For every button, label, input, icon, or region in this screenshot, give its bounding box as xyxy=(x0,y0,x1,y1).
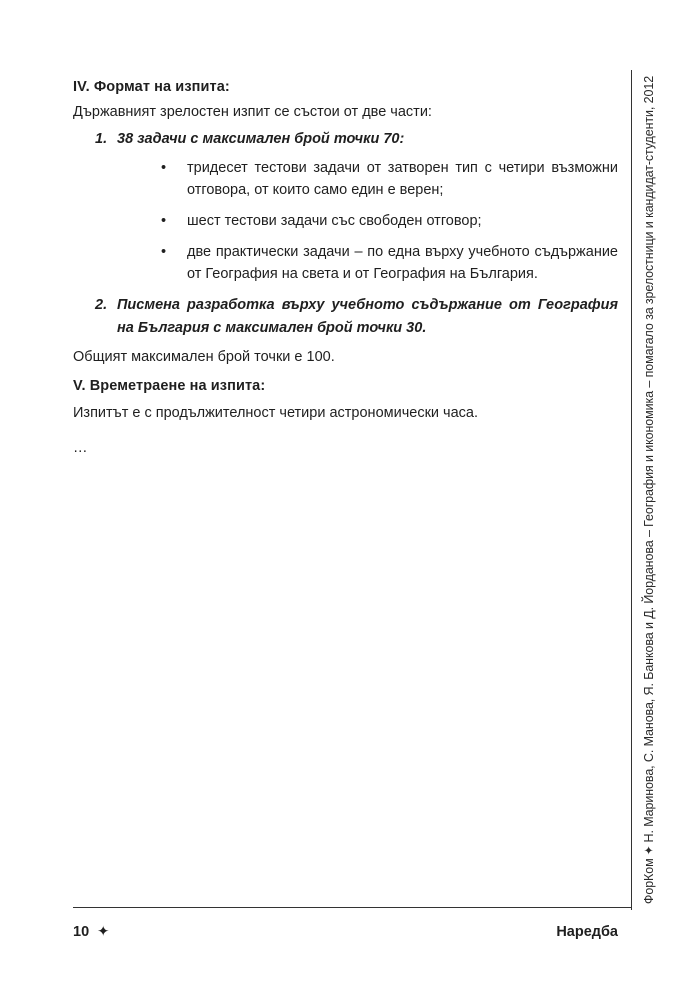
format-intro: Държавният зрелостен изпит се състои от две части: xyxy=(73,104,432,120)
ellipsis: … xyxy=(73,440,88,456)
part-text: Писмена разработка върху учебното съдържание от География на България с максимален брой точки 30. xyxy=(117,297,618,336)
exam-part-1 xyxy=(73,128,618,285)
bullet-item xyxy=(117,157,618,201)
page-number: 10 xyxy=(73,924,90,940)
bullet-text: тридесет тестови задачи от затворен тип с четири възможни отговора, от които само един е верен; xyxy=(187,160,618,198)
publisher-name: ФорКом xyxy=(642,858,656,905)
side-note-text: Н. Маринова, С. Манова, Я. Банкова и Д. Йорданова – География и икономика – помагало за зрелостници и кандидат-студенти, 2012 xyxy=(642,75,656,843)
duration-text: Изпитът е с продължителност четири астрономически часа. xyxy=(73,405,479,421)
section-heading-duration: V. Времетраене на изпита: xyxy=(73,378,266,394)
compass-star-icon: ✦ xyxy=(642,845,656,856)
part-number: 1. xyxy=(95,131,108,147)
part-1-bullets xyxy=(117,157,618,285)
exam-part-2 xyxy=(73,294,618,340)
footer-section-label: Наредба xyxy=(556,924,618,940)
section-heading-format: IV. Формат на изпита: xyxy=(73,79,230,95)
footer-rule xyxy=(73,907,632,908)
footer-left xyxy=(73,924,109,940)
page-content xyxy=(73,72,618,460)
bullet-item xyxy=(117,210,618,232)
bullet-icon: • xyxy=(161,160,167,176)
bullet-text: шест тестови задачи със свободен отговор; xyxy=(187,213,482,229)
margin-rule-vertical xyxy=(631,70,632,910)
side-note xyxy=(642,76,656,904)
exam-parts-list xyxy=(73,128,618,340)
bullet-icon: • xyxy=(161,213,167,229)
total-points: Общият максимален брой точки е 100. xyxy=(73,349,335,365)
part-text: 38 задачи с максимален брой точки 70: xyxy=(117,131,405,147)
bullet-icon: • xyxy=(161,244,167,260)
bullet-item xyxy=(117,241,618,285)
bullet-text: две практически задачи – по една върху учебното съдържание от География на света и от География на България. xyxy=(187,244,618,282)
part-number: 2. xyxy=(95,297,108,313)
compass-star-icon: ✦ xyxy=(97,924,110,940)
